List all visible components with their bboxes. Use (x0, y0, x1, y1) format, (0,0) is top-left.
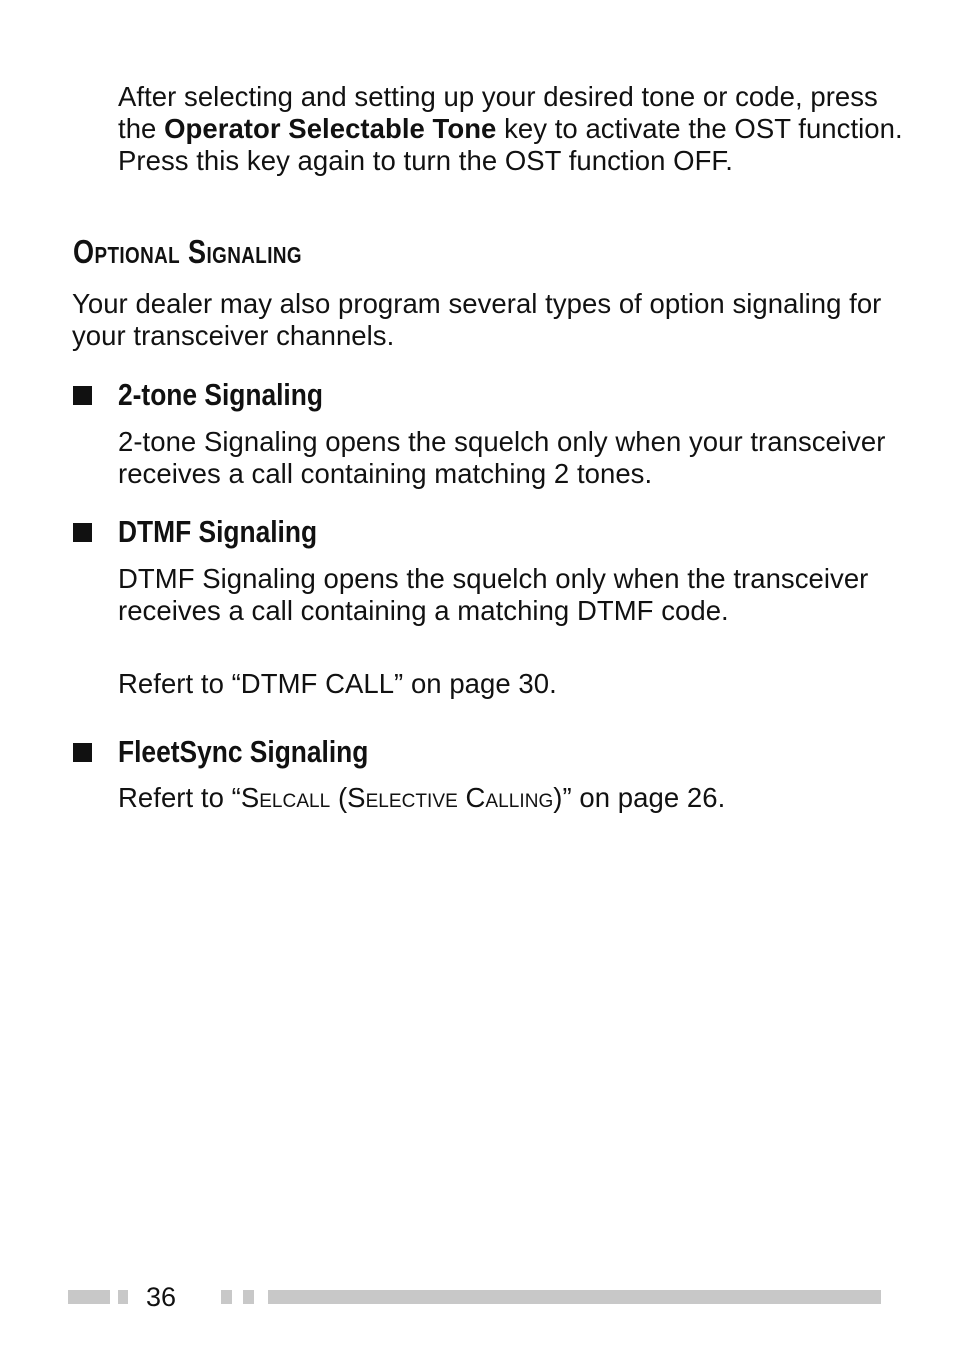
reference-prefix: Refert to “ (118, 782, 241, 813)
footer-bar-right (268, 1290, 881, 1304)
footer-bar-left-small (118, 1290, 128, 1304)
section-title: Optional Signaling (73, 233, 302, 270)
subheading-label: FleetSync Signaling (118, 734, 369, 769)
subheading-2-tone (73, 375, 359, 415)
selcall-reference: Selcall (Selective Calling) (240, 782, 563, 813)
item-reference-fleetsync (118, 782, 918, 814)
bullet-square-icon (73, 743, 92, 762)
section-description: Your dealer may also program several types of option signaling for your transceiver channels. (72, 288, 882, 351)
subheading-label: 2-tone Signaling (118, 377, 323, 412)
intro-text-after: key to activate the OST function. Press this key again to turn the OST function OFF. (118, 113, 903, 176)
subheading-dtmf (73, 512, 352, 552)
footer-bar-dot-1 (221, 1290, 232, 1304)
subheading-fleetsync (73, 732, 413, 772)
page-number: 36 (146, 1282, 177, 1312)
item-body-dtmf: DTMF Signaling opens the squelch only when the transceiver receives a call containing a matching DTMF code. (118, 563, 869, 626)
footer-bar-left (68, 1290, 110, 1304)
intro-paragraph (118, 81, 918, 177)
subheading-label: DTMF Signaling (118, 514, 318, 549)
operator-selectable-tone-key: Operator Selectable Tone (164, 113, 497, 144)
bullet-square-icon (73, 386, 92, 405)
reference-suffix: ” on page 26. (562, 782, 726, 813)
item-reference-dtmf: Refert to “DTMF CALL” on page 30. (118, 668, 557, 699)
bullet-square-icon (73, 523, 92, 542)
footer-bar-dot-2 (243, 1290, 254, 1304)
intro-text-before: After selecting and setting up your desired tone or code, press the (118, 81, 878, 144)
item-body-2-tone: 2-tone Signaling opens the squelch only when your transceiver receives a call containing matching 2 tones. (118, 426, 886, 489)
